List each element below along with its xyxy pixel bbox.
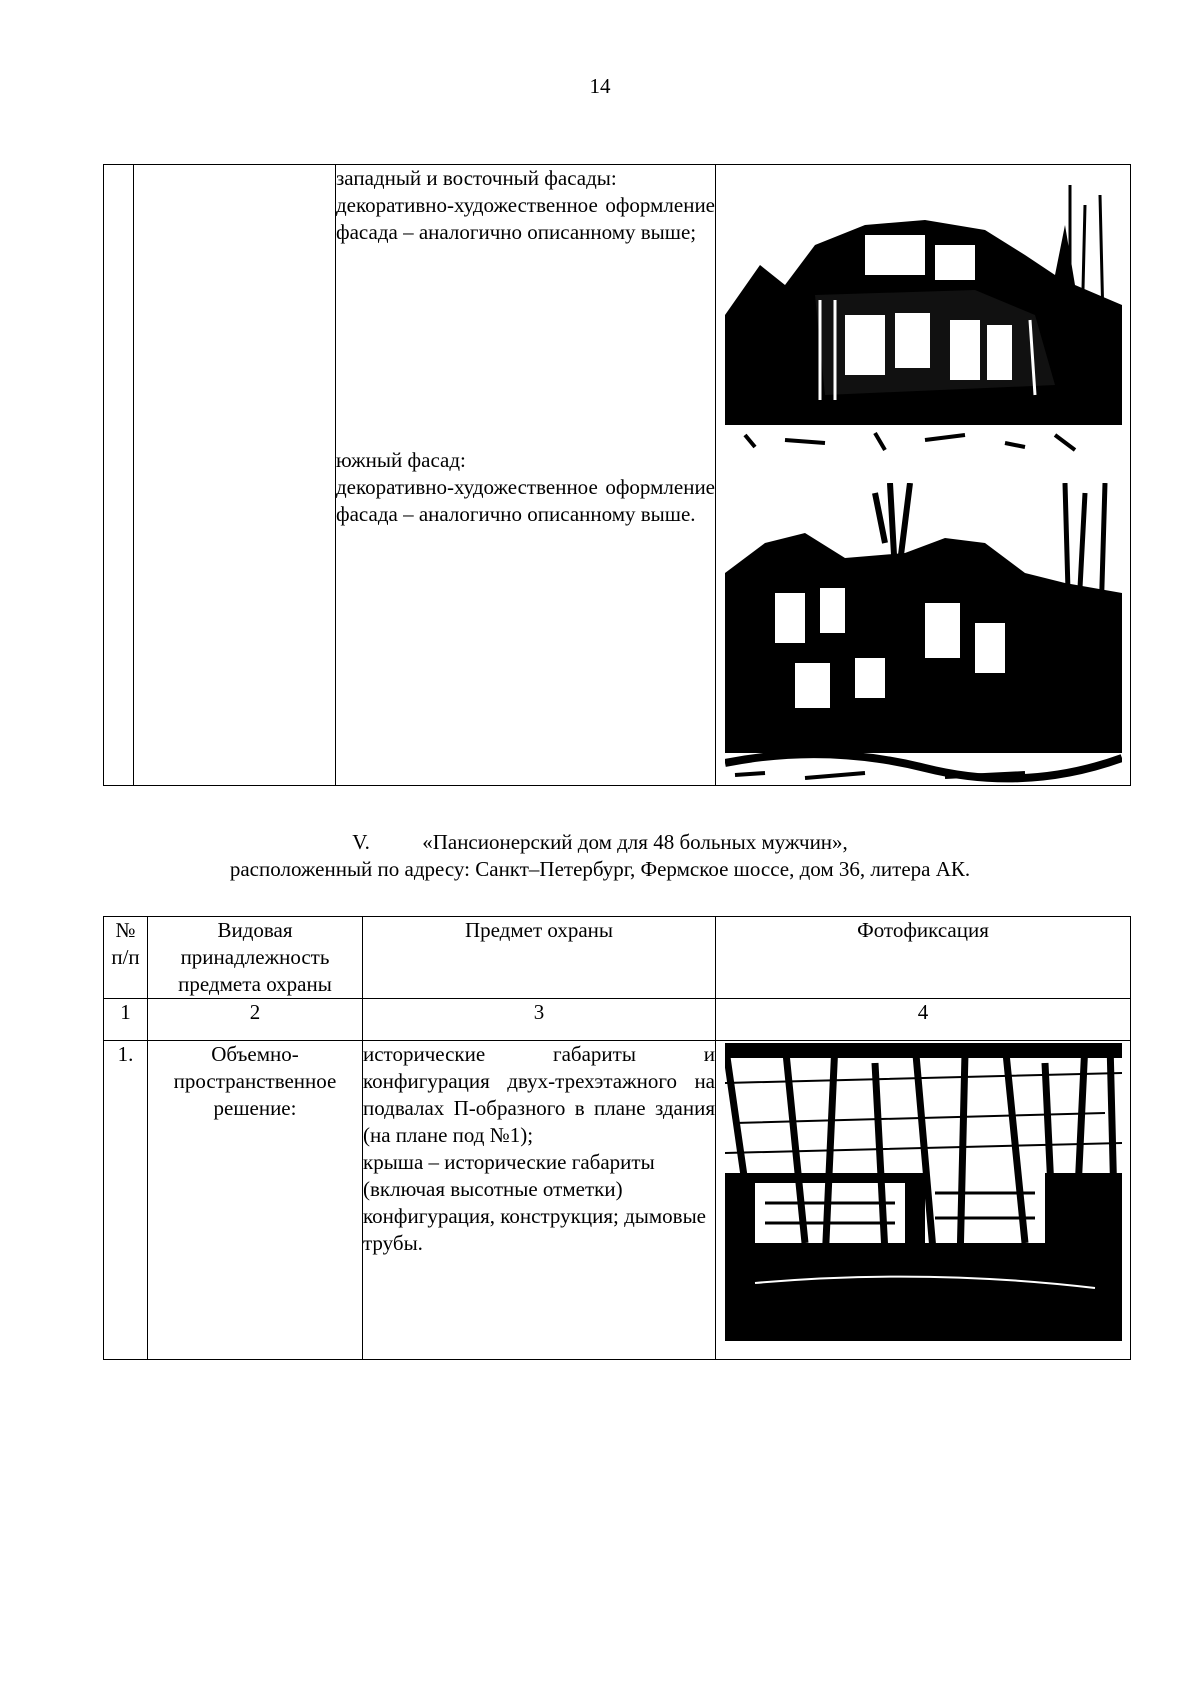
- column-number: 4: [716, 999, 1131, 1041]
- section-heading: [0, 829, 1200, 856]
- column-number-row: [104, 999, 1131, 1041]
- header-type: Видовая принадлежность предмета охраны: [148, 917, 363, 999]
- cell-number: [104, 165, 134, 786]
- park-building-photo-icon: [725, 1043, 1122, 1341]
- section-address: расположенный по адресу: Санкт–Петербург, Фермское шоссе, дом 36, литера АК.: [229, 857, 971, 881]
- column-number: 2: [148, 999, 363, 1041]
- row-subject-roof: крыша – исторические габариты (включая высотные отметки) конфигурация, конструкция; дымовые трубы.: [363, 1150, 706, 1255]
- facade-south-text: декоративно-художественное оформление фасада – аналогично описанному выше.: [336, 475, 715, 526]
- row-subject-dimensions: исторические габариты и конфигурация двух-трехэтажного на подвалах П-образного в плане здания (на плане под №1);: [363, 1042, 715, 1147]
- cell-subject: [336, 165, 716, 786]
- header-number-line1: №: [115, 918, 136, 942]
- facade-west-east-title: западный и восточный фасады:: [336, 166, 617, 190]
- protection-subject-table: [103, 916, 1131, 1360]
- table-header-row: [104, 917, 1131, 999]
- page-number: 14: [589, 74, 611, 98]
- building-photo-icon: [725, 185, 1122, 462]
- row-subject: [363, 1041, 716, 1360]
- facade-west-east-text: декоративно-художественное оформление фасада – аналогично описанному выше;: [336, 193, 715, 244]
- building-photo-icon: [725, 483, 1122, 783]
- column-number: 3: [363, 999, 716, 1041]
- row-photo: [716, 1041, 1131, 1360]
- row-number: 1.: [104, 1041, 148, 1360]
- cell-photos: [716, 165, 1131, 786]
- header-number: [104, 917, 148, 999]
- table-row: [104, 1041, 1131, 1360]
- header-subject: Предмет охраны: [363, 917, 716, 999]
- section-title: «Пансионерский дом для 48 больных мужчин»,: [422, 830, 848, 854]
- section-number: V.: [352, 830, 370, 854]
- continuation-table: [103, 164, 1131, 786]
- header-number-line2: п/п: [111, 945, 140, 969]
- row-type: Объемно-пространственное решение:: [148, 1041, 363, 1360]
- header-photo: Фотофиксация: [716, 917, 1131, 999]
- facade-south-title: южный фасад:: [336, 448, 466, 472]
- column-number: 1: [104, 999, 148, 1041]
- cell-type: [134, 165, 336, 786]
